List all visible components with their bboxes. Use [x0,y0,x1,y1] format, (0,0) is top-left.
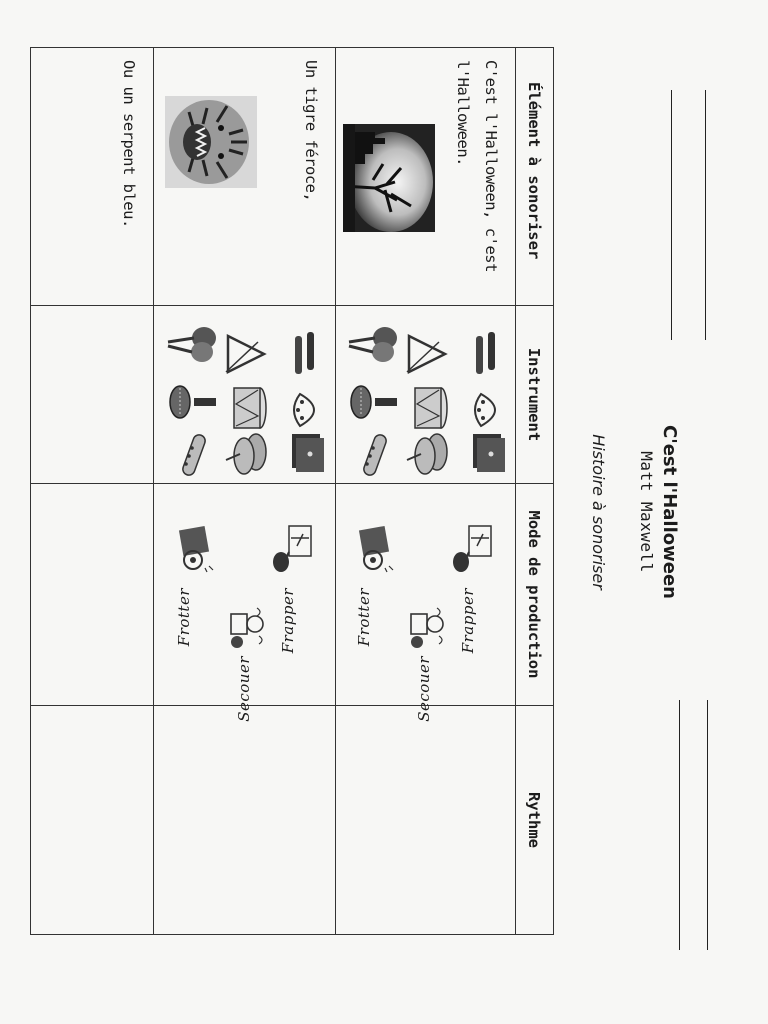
mode-frotter-label: Frotter [355,588,373,647]
row-3-element [31,48,153,306]
date-line [707,700,708,950]
castanets-icon [294,394,314,426]
author: Matt Maxwell [637,451,656,573]
row-1-rhythm[interactable] [335,706,515,934]
row-2-text: Un tigre féroce, [302,60,320,202]
mode-secouer-label: Secouer [415,656,433,722]
col-header-mode: Mode de production [515,484,553,706]
haunted-castle-image [343,124,435,232]
tiger-image [165,96,257,188]
row-1-text: C'est l'Halloween, c'est l'Halloween. [454,60,500,272]
row-2-instruments [153,306,335,484]
row-1-instruments [335,306,515,484]
page-title: C'est l'Halloween [659,425,680,599]
frotter-icon [349,524,395,574]
instrument-icons [335,306,515,484]
row-1-element [335,48,515,306]
sandpaper-blocks-icon [473,434,505,472]
drum-icon [415,388,447,428]
tambourine-icon [170,386,216,418]
row-2-mode [153,484,335,722]
whistle-icon [181,433,207,477]
row-3-instruments[interactable] [31,306,153,484]
row-2-rhythm[interactable] [153,706,335,934]
row-3-mode[interactable] [31,484,153,706]
mode-frapper-label: Frapper [459,588,477,654]
mode-frotter-label: Frotter [175,588,193,647]
maracas-icon [349,327,397,362]
cymbals-icon [226,434,266,474]
claves-icon [476,332,495,374]
secouer-icon [401,604,447,654]
col-header-element: Élément à sonoriser [515,48,553,306]
maracas-icon [168,327,216,362]
sandpaper-blocks-icon [292,434,324,472]
instrument-icons [153,306,335,484]
mode-secouer-label: Secouer [235,656,253,722]
frotter-icon [169,524,215,574]
claves-icon [295,332,314,374]
row-3-text: Ou un serpent bleu. [120,60,138,228]
sound-table [30,47,554,935]
triangle-icon [226,336,264,372]
col-header-rhythm: Rythme [515,706,553,934]
mode-frapper-label: Frapper [279,588,297,654]
secouer-icon [221,604,267,654]
drum-icon [234,388,266,428]
triangle-icon [407,336,445,372]
cymbals-icon [407,434,447,474]
name-line [705,90,706,340]
castanets-icon [475,394,495,426]
row-1-mode [335,484,515,722]
whistle-icon [362,433,388,477]
tambourine-icon [351,386,397,418]
subtitle: Histoire à sonoriser [589,434,608,590]
row-2-element [153,48,335,306]
frapper-icon [449,524,495,574]
row-3-rhythm[interactable] [31,706,153,934]
col-header-instrument: Instrument [515,306,553,484]
frapper-icon [269,524,315,574]
